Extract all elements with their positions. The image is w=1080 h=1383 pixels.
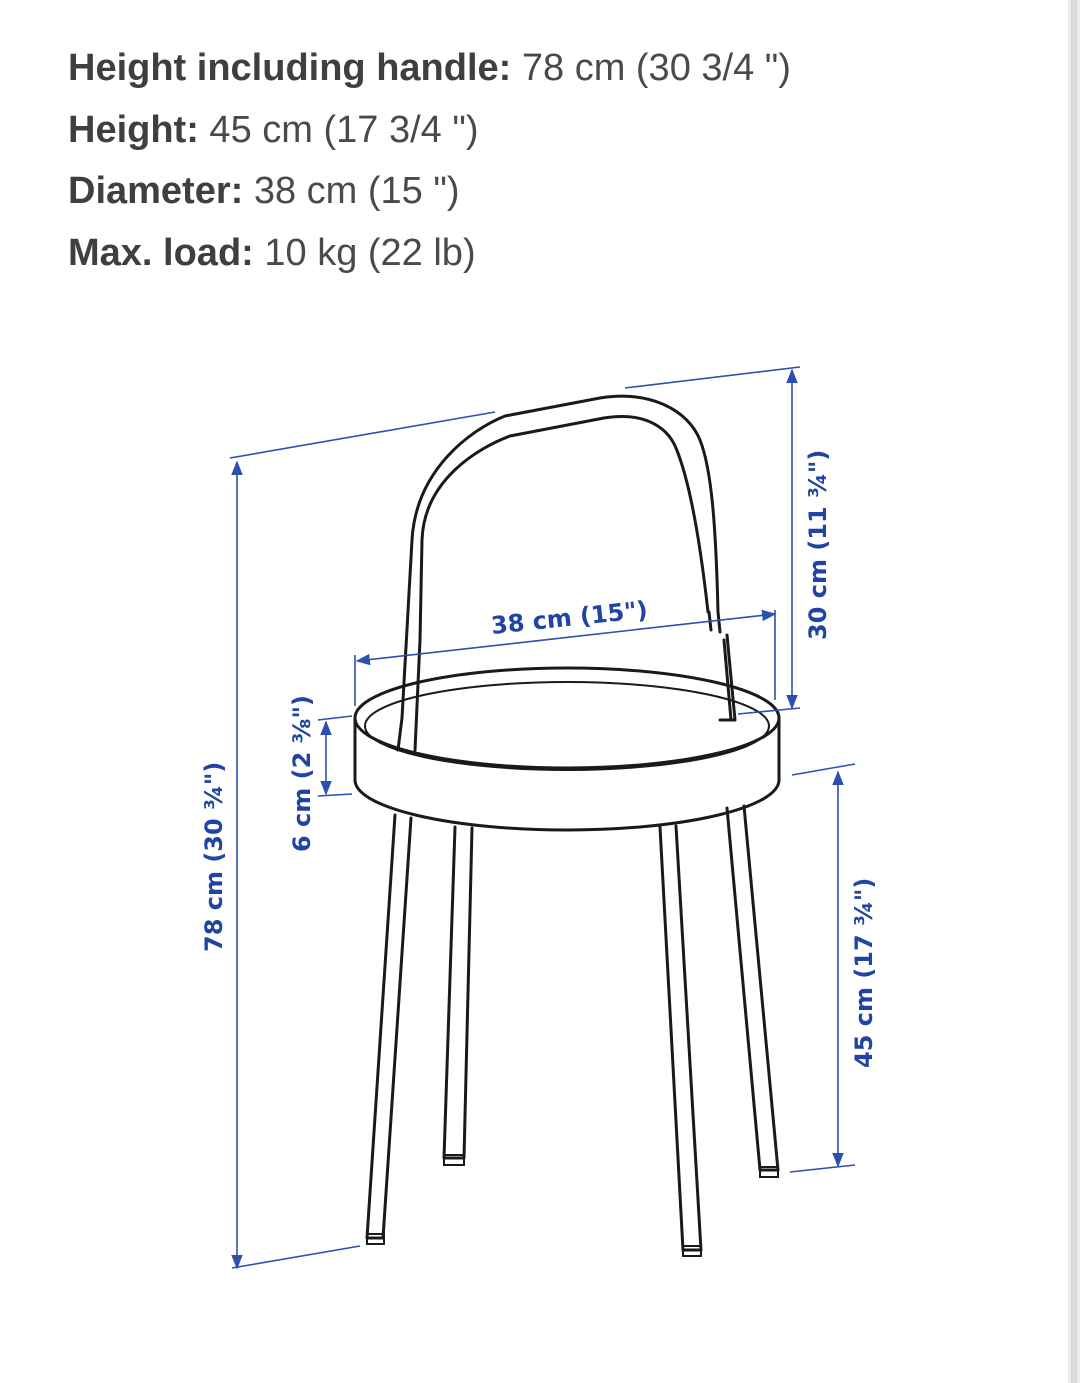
total-height-label: 78 cm (30 ¾") bbox=[200, 761, 228, 952]
table-height-label: 45 cm (17 ¾") bbox=[850, 877, 878, 1068]
dimension-total-height bbox=[200, 412, 495, 1268]
spec-value: 38 cm (15 ") bbox=[243, 170, 460, 212]
spec-label: Max. load: bbox=[68, 231, 254, 274]
handle-outer bbox=[402, 396, 718, 718]
spec-value: 78 cm (30 3/4 ") bbox=[511, 47, 791, 89]
dimension-rim-height bbox=[288, 695, 352, 852]
spec-value: 45 cm (17 3/4 ") bbox=[198, 108, 479, 151]
diameter-label: 38 cm (15") bbox=[489, 595, 649, 640]
rim-height-label: 6 cm (2 ⅜") bbox=[288, 695, 316, 852]
leg-front-right bbox=[660, 826, 701, 1250]
leg-back-left bbox=[444, 827, 472, 1158]
leg-front-left bbox=[367, 815, 411, 1238]
tray-rim-inner bbox=[365, 682, 769, 770]
spec-value: 10 kg (22 lb) bbox=[253, 231, 476, 274]
scrollbar-thumb[interactable] bbox=[1071, 0, 1077, 1383]
tray-bottom bbox=[355, 780, 779, 830]
scrollbar[interactable] bbox=[1068, 0, 1080, 1383]
spec-label: Height: bbox=[68, 108, 199, 151]
spec-label: Height including handle: bbox=[68, 47, 512, 89]
spec-label: Diameter: bbox=[68, 170, 244, 212]
handle-height-label: 30 cm (11 ¾") bbox=[804, 449, 832, 640]
side-table-drawing bbox=[355, 396, 779, 1256]
leg-back-right bbox=[727, 806, 778, 1170]
dimension-table-height bbox=[790, 764, 878, 1172]
